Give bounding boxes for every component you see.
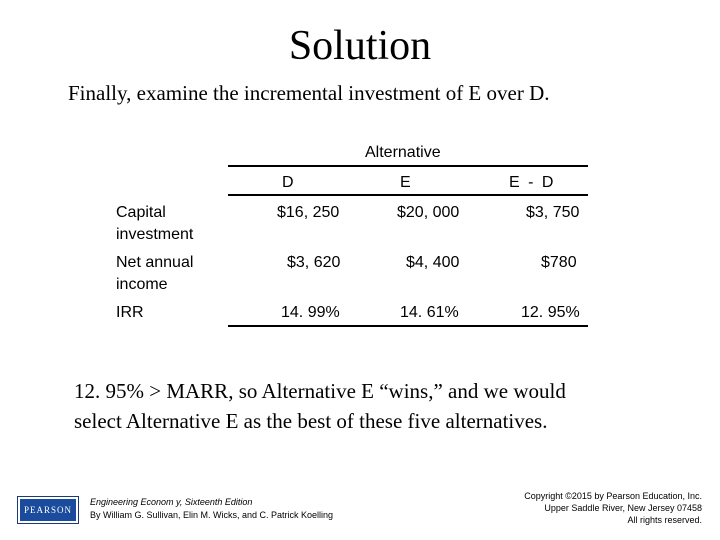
group-header-rule (228, 165, 588, 167)
book-credit (90, 496, 333, 522)
page-title: Solution (288, 23, 432, 69)
book-title: Engineering Econom y, Sixteenth Edition (90, 497, 253, 507)
copyright-line-1: Copyright ©2015 by Pearson Education, Inc. (524, 491, 702, 501)
column-header-e: E (400, 174, 411, 191)
pearson-logo-text: PEARSON (20, 499, 76, 521)
cell-capital-e: $20, 000 (397, 204, 460, 221)
row-label-net-annual-income: Net annual income (116, 254, 194, 293)
conclusion-line-1: 12. 95% > MARR, so Alternative E “wins,” and we would (74, 379, 566, 403)
table-bottom-rule (228, 325, 588, 327)
cell-irr-e: 14. 61% (400, 304, 459, 321)
cell-income-d: $3, 620 (287, 254, 341, 271)
group-header: Alternative (365, 144, 441, 161)
row-label-capital-investment: Capital investment (116, 204, 194, 243)
column-header-e-minus-d: E - D (509, 174, 556, 191)
pearson-logo (17, 496, 79, 524)
cell-irr-diff: 12. 95% (521, 304, 580, 321)
cell-capital-diff: $3, 750 (526, 204, 580, 221)
conclusion-text (74, 376, 694, 436)
column-header-rule (228, 194, 588, 196)
column-header-d: D (282, 174, 294, 191)
cell-income-e: $4, 400 (406, 254, 460, 271)
cell-capital-d: $16, 250 (277, 204, 340, 221)
cell-income-diff: $780 (541, 254, 577, 271)
intro-text: Finally, examine the incremental investment of E over D. (68, 81, 550, 105)
copyright-line-2: Upper Saddle River, New Jersey 07458 (544, 503, 702, 513)
copyright-notice (524, 490, 702, 526)
book-authors: By William G. Sullivan, Elin M. Wicks, and C. Patrick Koelling (90, 510, 334, 520)
conclusion-line-2: select Alternative E as the best of these five alternatives. (74, 409, 548, 433)
row-label-irr: IRR (116, 304, 144, 321)
cell-irr-d: 14. 99% (281, 304, 340, 321)
copyright-line-3: All rights reserved. (627, 515, 702, 525)
